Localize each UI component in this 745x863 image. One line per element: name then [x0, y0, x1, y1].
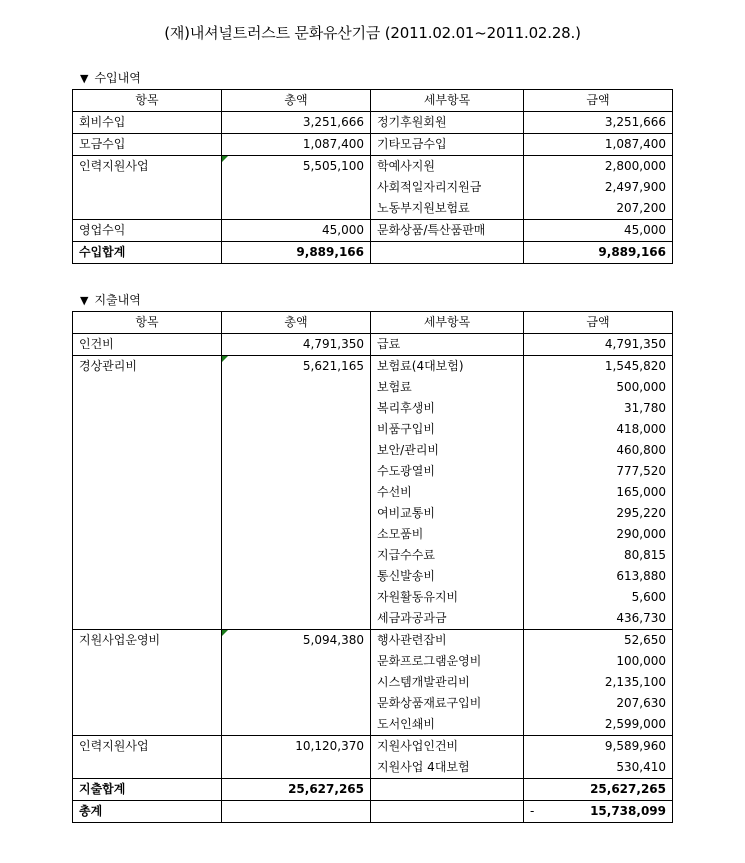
- row-item: [73, 398, 222, 419]
- table-row: [73, 566, 673, 587]
- row-total: [222, 156, 371, 178]
- row-item: [73, 177, 222, 198]
- row-subitem: 세금과공과금: [371, 608, 524, 630]
- row-amount: 1,545,820: [524, 356, 673, 378]
- row-total: 4,791,350: [222, 334, 371, 356]
- row-item: 지원사업운영비: [73, 630, 222, 652]
- row-subitem: 사회적일자리지원금: [371, 177, 524, 198]
- table-row: [73, 156, 673, 178]
- row-subitem: 학예사지원: [371, 156, 524, 178]
- row-total: [222, 356, 371, 378]
- expense-heading-label: 지출내역: [94, 293, 141, 307]
- row-amount: 2,135,100: [524, 672, 673, 693]
- table-row: [73, 198, 673, 220]
- row-subitem: 보안/관리비: [371, 440, 524, 461]
- row-total: [222, 524, 371, 545]
- row-item: [73, 377, 222, 398]
- table-row: [73, 693, 673, 714]
- row-total: [222, 608, 371, 630]
- row-total: [222, 461, 371, 482]
- grand-amount: [524, 801, 673, 823]
- expense-table: [72, 311, 673, 823]
- income-heading-label: 수입내역: [94, 71, 141, 85]
- row-item: [73, 693, 222, 714]
- row-amount: 45,000: [524, 220, 673, 242]
- row-total-value: 5,621,165: [302, 359, 364, 373]
- comment-marker: [222, 356, 228, 362]
- row-amount: 165,000: [524, 482, 673, 503]
- row-item: [73, 587, 222, 608]
- table-row: [73, 672, 673, 693]
- row-amount: 31,780: [524, 398, 673, 419]
- table-row: [73, 482, 673, 503]
- row-item: [73, 419, 222, 440]
- comment-marker: [222, 630, 228, 636]
- row-subitem: 자원활동유지비: [371, 587, 524, 608]
- row-subitem: 정기후원회원: [371, 112, 524, 134]
- row-item: [73, 198, 222, 220]
- total-subitem: [371, 242, 524, 264]
- row-subitem: 지원사업인건비: [371, 736, 524, 758]
- row-total: [222, 630, 371, 652]
- total-amount: 9,889,166: [524, 242, 673, 264]
- row-subitem: 기타모금수입: [371, 134, 524, 156]
- total-amount: 25,627,265: [524, 779, 673, 801]
- row-amount: 2,497,900: [524, 177, 673, 198]
- row-total: [222, 440, 371, 461]
- row-total: [222, 693, 371, 714]
- row-total: [222, 566, 371, 587]
- row-subitem: 급료: [371, 334, 524, 356]
- row-item: 모금수입: [73, 134, 222, 156]
- header-item: 항목: [73, 90, 222, 112]
- table-row: [73, 356, 673, 378]
- table-row: [73, 177, 673, 198]
- table-row: [73, 757, 673, 779]
- row-amount: 207,200: [524, 198, 673, 220]
- row-total: [222, 198, 371, 220]
- row-item: 인력지원사업: [73, 156, 222, 178]
- row-item: 인력지원사업: [73, 736, 222, 758]
- table-row: [73, 419, 673, 440]
- row-total: [222, 377, 371, 398]
- row-item: [73, 440, 222, 461]
- triangle-down-icon: ▼: [80, 72, 89, 85]
- table-row: [73, 651, 673, 672]
- table-row: [73, 461, 673, 482]
- row-amount: 3,251,666: [524, 112, 673, 134]
- row-total: [222, 714, 371, 736]
- row-subitem: 여비교통비: [371, 503, 524, 524]
- table-row: [73, 112, 673, 134]
- income-total-row: [73, 242, 673, 264]
- income-table: [72, 89, 673, 264]
- row-item: [73, 566, 222, 587]
- row-amount: 1,087,400: [524, 134, 673, 156]
- row-subitem: 복리후생비: [371, 398, 524, 419]
- row-total: [222, 672, 371, 693]
- row-item: [73, 482, 222, 503]
- expense-section-heading: [80, 291, 141, 308]
- total-subitem: [371, 779, 524, 801]
- header-item: 항목: [73, 312, 222, 334]
- row-amount: 80,815: [524, 545, 673, 566]
- row-item: [73, 545, 222, 566]
- row-amount: 2,800,000: [524, 156, 673, 178]
- row-item: [73, 672, 222, 693]
- row-total-value: 5,094,380: [302, 633, 364, 647]
- triangle-down-icon: ▼: [80, 294, 89, 307]
- expense-total-row: [73, 779, 673, 801]
- row-subitem: 보험료(4대보험): [371, 356, 524, 378]
- grand-amount-value: 15,738,099: [590, 804, 666, 818]
- row-item: 인건비: [73, 334, 222, 356]
- grand-prefix: -: [530, 804, 535, 818]
- total-label: 수입합계: [73, 242, 222, 264]
- row-subitem: 노동부지원보험료: [371, 198, 524, 220]
- row-item: 회비수입: [73, 112, 222, 134]
- grand-label: 총계: [73, 801, 222, 823]
- row-amount: 613,880: [524, 566, 673, 587]
- row-subitem: 도서인쇄비: [371, 714, 524, 736]
- header-total: 총액: [222, 312, 371, 334]
- table-row: [73, 440, 673, 461]
- table-row: [73, 503, 673, 524]
- row-subitem: 시스템개발관리비: [371, 672, 524, 693]
- row-amount: 100,000: [524, 651, 673, 672]
- row-subitem: 수선비: [371, 482, 524, 503]
- header-amount: 금액: [524, 312, 673, 334]
- row-subitem: 비품구입비: [371, 419, 524, 440]
- row-subitem: 행사관련잡비: [371, 630, 524, 652]
- row-amount: 418,000: [524, 419, 673, 440]
- row-amount: 460,800: [524, 440, 673, 461]
- row-amount: 2,599,000: [524, 714, 673, 736]
- total-label: 지출합계: [73, 779, 222, 801]
- table-row: [73, 334, 673, 356]
- table-row: [73, 545, 673, 566]
- row-total: [222, 587, 371, 608]
- grand-sum: [222, 801, 371, 823]
- row-total: [222, 651, 371, 672]
- page-title: (재)내셔널트러스트 문화유산기금 (2011.02.01~2011.02.28.): [164, 24, 581, 42]
- table-row: [73, 630, 673, 652]
- income-header-row: [73, 90, 673, 112]
- row-amount: 530,410: [524, 757, 673, 779]
- row-item: 경상관리비: [73, 356, 222, 378]
- row-amount: 500,000: [524, 377, 673, 398]
- row-total: [222, 419, 371, 440]
- total-sum: 25,627,265: [222, 779, 371, 801]
- total-sum: 9,889,166: [222, 242, 371, 264]
- table-row: [73, 587, 673, 608]
- row-amount: 5,600: [524, 587, 673, 608]
- row-item: [73, 714, 222, 736]
- row-total-value: 5,505,100: [302, 159, 364, 173]
- grand-subitem: [371, 801, 524, 823]
- header-total: 총액: [222, 90, 371, 112]
- row-total: 3,251,666: [222, 112, 371, 134]
- row-item: [73, 757, 222, 779]
- row-amount: 436,730: [524, 608, 673, 630]
- comment-marker: [222, 156, 228, 162]
- row-amount: 295,220: [524, 503, 673, 524]
- header-amount: 금액: [524, 90, 673, 112]
- expense-header-row: [73, 312, 673, 334]
- table-row: [73, 714, 673, 736]
- row-total: [222, 177, 371, 198]
- row-amount: 9,589,960: [524, 736, 673, 758]
- row-subitem: 소모품비: [371, 524, 524, 545]
- income-section-heading: [80, 69, 141, 86]
- header-subitem: 세부항목: [371, 312, 524, 334]
- row-item: [73, 651, 222, 672]
- row-item: [73, 524, 222, 545]
- row-amount: 207,630: [524, 693, 673, 714]
- row-amount: 4,791,350: [524, 334, 673, 356]
- row-total: [222, 482, 371, 503]
- row-item: [73, 503, 222, 524]
- row-subitem: 수도광열비: [371, 461, 524, 482]
- table-row: [73, 736, 673, 758]
- row-total: [222, 398, 371, 419]
- row-item: 영업수익: [73, 220, 222, 242]
- table-row: [73, 524, 673, 545]
- row-subitem: 문화프로그램운영비: [371, 651, 524, 672]
- table-row: [73, 134, 673, 156]
- row-subitem: 문화상품재료구입비: [371, 693, 524, 714]
- table-row: [73, 377, 673, 398]
- row-subitem: 문화상품/특산품판매: [371, 220, 524, 242]
- row-total: [222, 545, 371, 566]
- row-total: [222, 757, 371, 779]
- table-row: [73, 398, 673, 419]
- row-subitem: 지원사업 4대보험: [371, 757, 524, 779]
- table-row: [73, 608, 673, 630]
- row-total: [222, 503, 371, 524]
- row-amount: 52,650: [524, 630, 673, 652]
- grand-total-row: [73, 801, 673, 823]
- row-item: [73, 461, 222, 482]
- row-total: 10,120,370: [222, 736, 371, 758]
- header-subitem: 세부항목: [371, 90, 524, 112]
- row-total: 45,000: [222, 220, 371, 242]
- row-subitem: 통신발송비: [371, 566, 524, 587]
- row-total: 1,087,400: [222, 134, 371, 156]
- row-amount: 290,000: [524, 524, 673, 545]
- row-subitem: 보험료: [371, 377, 524, 398]
- row-amount: 777,520: [524, 461, 673, 482]
- row-subitem: 지급수수료: [371, 545, 524, 566]
- table-row: [73, 220, 673, 242]
- row-item: [73, 608, 222, 630]
